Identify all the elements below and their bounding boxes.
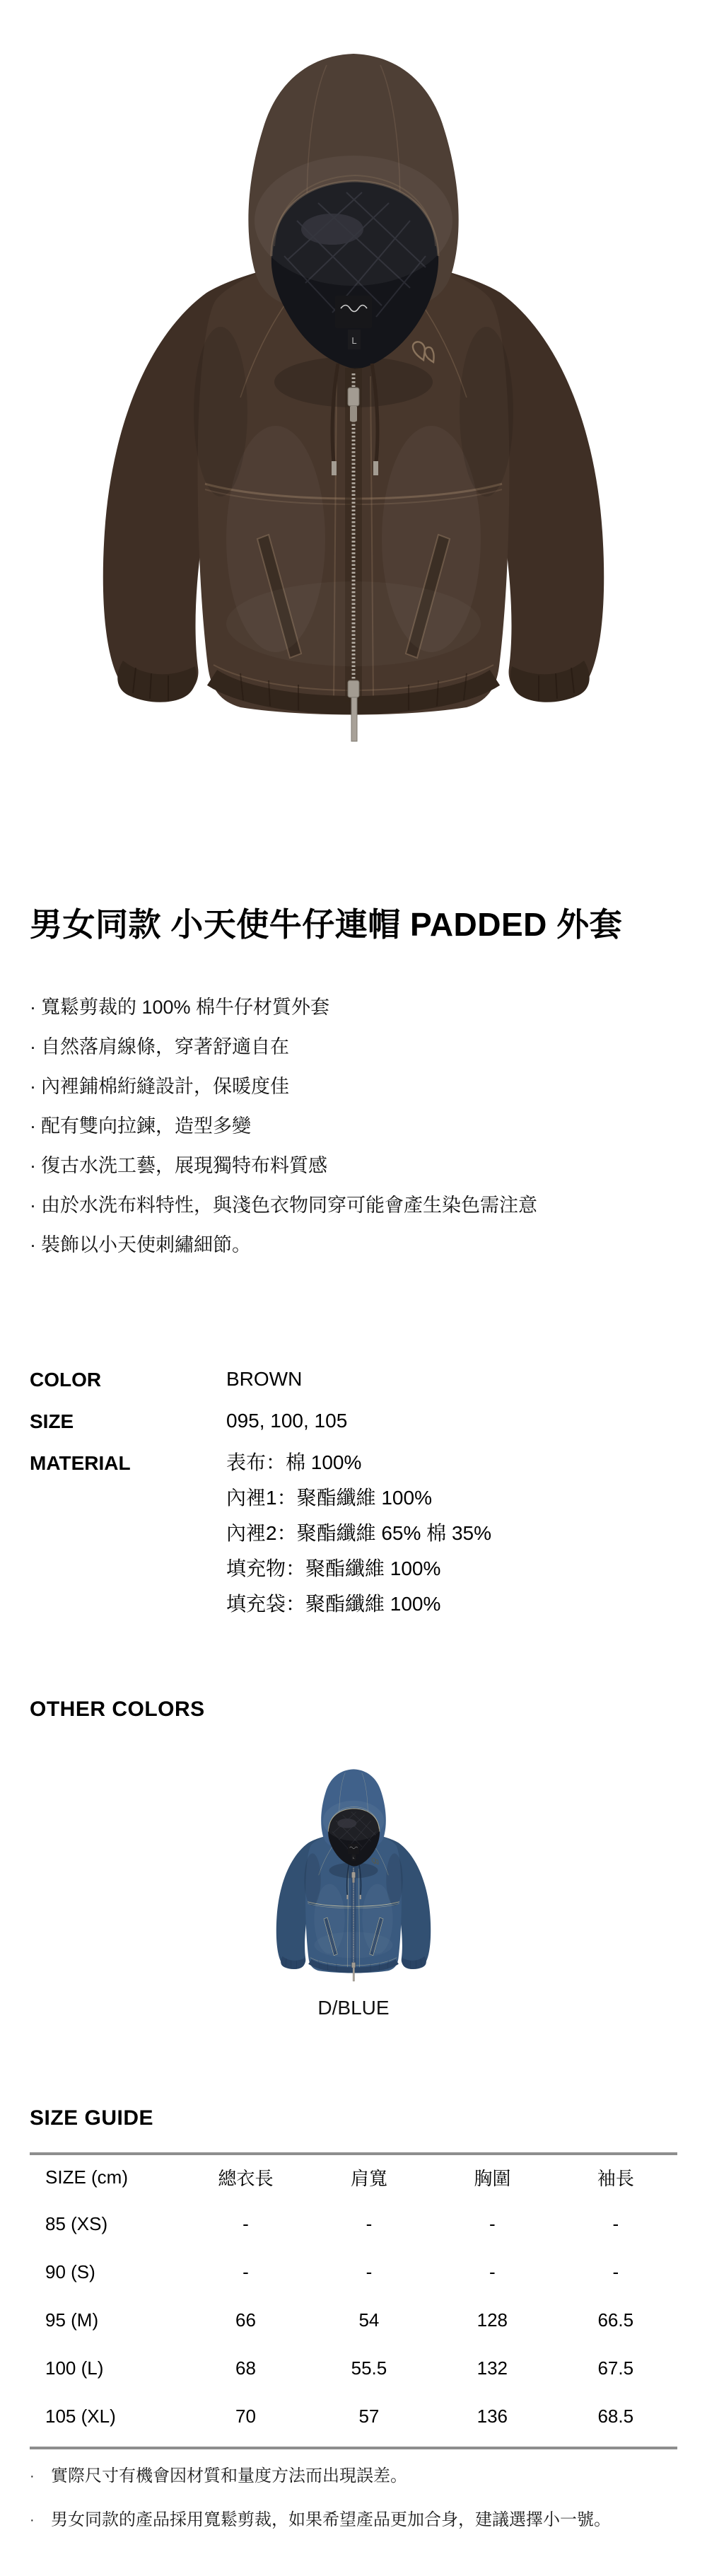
value-cell: 57: [358, 2406, 380, 2427]
table-row: [30, 2200, 677, 2249]
footnote-item: [30, 2512, 677, 2529]
spec-section: [30, 1369, 677, 1622]
list-item: [30, 1067, 677, 1106]
value-cell: -: [366, 2261, 373, 2283]
value-cell: 128: [477, 2309, 508, 2331]
footnote-item: [30, 2468, 677, 2485]
divider-bottom: [30, 2447, 677, 2449]
table-row: [30, 2249, 677, 2297]
bullet-dot: ·: [30, 1234, 36, 1255]
value-cell: -: [612, 2213, 619, 2235]
description-text: 內裡鋪棉絎縫設計，保暖度佳: [41, 1075, 289, 1097]
material-line: 內裡2：聚酯纖維 65% 棉 35%: [226, 1521, 491, 1544]
bullet-dot: ·: [30, 2512, 35, 2528]
description-text: 自然落肩線條，穿著舒適自在: [41, 1035, 289, 1057]
bullet-dot: ·: [30, 1075, 36, 1097]
material-line: 填充袋：聚酯纖維 100%: [226, 1592, 441, 1615]
description-text: 裝飾以小天使刺繡細節。: [41, 1234, 251, 1255]
color-variant-dblue[interactable]: [30, 1766, 677, 2019]
size-cell: 105 (XL): [45, 2406, 116, 2427]
material-line: 填充物：聚酯纖維 100%: [226, 1557, 441, 1579]
bullet-dot: ·: [30, 1035, 36, 1057]
size-cell: 100 (L): [45, 2357, 104, 2379]
size-guide-heading: SIZE GUIDE: [30, 2106, 154, 2130]
page-title: 男女同款 小天使牛仔連帽 PADDED 外套: [30, 906, 623, 943]
table-row: [30, 2393, 677, 2441]
value-cell: -: [243, 2213, 249, 2235]
bullet-dot: ·: [30, 1154, 36, 1176]
size-cell: 95 (M): [45, 2309, 99, 2331]
list-item: [30, 1225, 677, 1265]
product-photo: [30, 0, 677, 799]
bullet-dot: ·: [30, 2468, 35, 2484]
value-cell: -: [612, 2261, 619, 2283]
size-cell: 90 (S): [45, 2261, 95, 2283]
value-cell: 66: [235, 2309, 256, 2331]
value-cell: 68.5: [597, 2406, 634, 2427]
spec-value-material: [226, 1445, 491, 1622]
footnote-text: 實際尺寸有機會因材質和量度方法而出現誤差。: [51, 2466, 407, 2485]
list-item: [30, 1106, 677, 1146]
value-cell: 136: [477, 2406, 508, 2427]
description-text: 由於水洗布料特性，與淺色衣物同穿可能會產生染色需注意: [41, 1194, 537, 1216]
spec-row-color: [30, 1369, 677, 1390]
value-cell: -: [489, 2261, 496, 2283]
value-cell: -: [243, 2261, 249, 2283]
table-row: [30, 2345, 677, 2393]
spec-label: MATERIAL: [30, 1451, 131, 1474]
value-cell: 70: [235, 2406, 256, 2427]
column-header: 肩寬: [350, 2168, 387, 2190]
variant-label: D/BLUE: [317, 1996, 390, 2019]
value-cell: 67.5: [597, 2357, 634, 2379]
spec-label: COLOR: [30, 1368, 102, 1391]
column-header: SIZE (cm): [45, 2166, 128, 2188]
size-guide-table: [30, 2155, 677, 2441]
bullet-dot: ·: [30, 1194, 36, 1216]
table-header-row: [30, 2155, 677, 2200]
value-cell: 55.5: [351, 2357, 387, 2379]
list-item: [30, 1027, 677, 1067]
list-item: [30, 1185, 677, 1225]
description-text: 配有雙向拉鍊，造型多變: [41, 1115, 251, 1137]
footnote-text: 男女同款的產品採用寬鬆剪裁，如果希望產品更加合身，建議選擇小一號。: [51, 2510, 611, 2529]
bullet-dot: ·: [30, 996, 36, 1018]
column-header: 袖長: [597, 2168, 634, 2190]
description-text: 復古水洗工藝，展現獨特布料質感: [41, 1154, 327, 1176]
description-text: 寬鬆剪裁的 100% 棉牛仔材質外套: [41, 996, 330, 1018]
value-cell: -: [366, 2213, 373, 2235]
size-cell: 85 (XS): [45, 2213, 108, 2235]
footnotes: [30, 2468, 677, 2529]
value-cell: 132: [477, 2357, 508, 2379]
spec-value-size: 095, 100, 105: [226, 1409, 348, 1432]
product-description-list: [30, 987, 677, 1265]
value-cell: -: [489, 2213, 496, 2235]
table-row: [30, 2297, 677, 2345]
column-header: 總衣長: [218, 2168, 274, 2190]
column-header: 胸圍: [474, 2168, 511, 2190]
blue-jacket-thumbnail[interactable]: [275, 1766, 432, 1985]
value-cell: 68: [235, 2357, 256, 2379]
material-line: 表布：棉 100%: [226, 1451, 362, 1473]
list-item: [30, 1146, 677, 1185]
other-colors-heading: OTHER COLORS: [30, 1697, 205, 1721]
bullet-dot: ·: [30, 1115, 36, 1137]
spec-row-size: [30, 1411, 677, 1432]
list-item: [30, 987, 677, 1027]
spec-value-color: BROWN: [226, 1367, 303, 1390]
spec-row-material: [30, 1453, 677, 1622]
value-cell: 66.5: [597, 2309, 634, 2331]
spec-label: SIZE: [30, 1410, 74, 1432]
brown-jacket-image: [99, 44, 608, 755]
value-cell: 54: [358, 2309, 380, 2331]
material-line: 內裡1：聚酯纖維 100%: [226, 1486, 432, 1509]
